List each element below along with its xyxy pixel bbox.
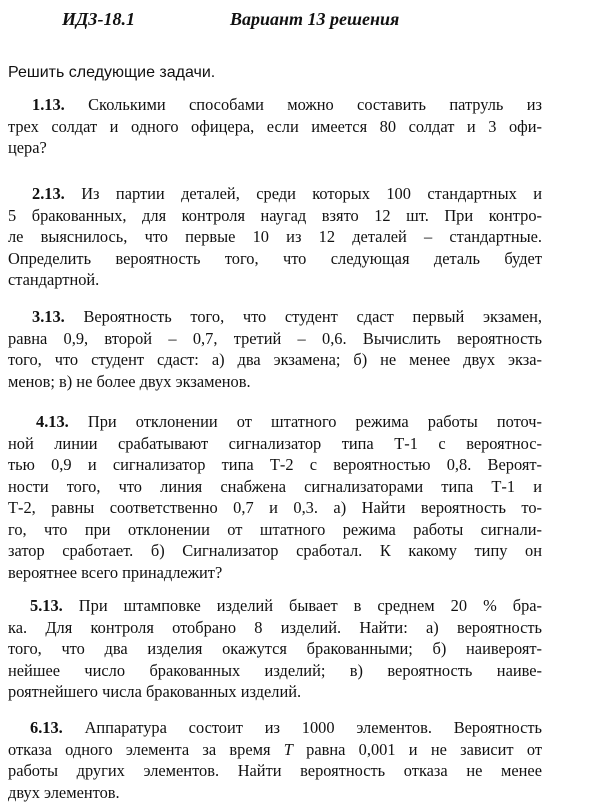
problem-6-number: 6.13. [30, 718, 63, 737]
problem-4-line-1: 4.13. При отклонении от штатного режима работы поточ- [36, 412, 542, 431]
problem-2-line-3: ле выяснилось, что первые 10 из 12 деталей – стандартные. [8, 227, 542, 246]
problem-3-line-4: менов; в) не более двух экзаменов. [8, 371, 251, 391]
problem-4-line-8: вероятнее всего принадлежит? [8, 562, 223, 582]
problem-5-line-2: ка. Для контроля отобрано 8 изделий. Найти: а) вероятность [8, 617, 542, 637]
problem-4-line-4: ности того, что линия снабжена сигнализаторами типа Т-1 и [8, 476, 542, 496]
problem-5-line-4: нейшее число бракованных изделий; в) вероятность наиве- [8, 660, 542, 680]
problem-6-line-4: двух элементов. [8, 782, 120, 802]
problem-1-number: 1.13. [32, 95, 65, 114]
problem-2-line-5: стандартной. [8, 270, 100, 289]
problem-5-line-3: того, что два изделия окажутся бракованными; б) наивероят- [8, 639, 542, 658]
problem-1-line-3: цера? [8, 138, 47, 157]
problem-3-line-2: равна 0,9, второй – 0,7, третий – 0,6. Вычислить вероятность [8, 328, 542, 348]
problem-6-line-3: работы других элементов. Найти вероятность отказа не менее [8, 761, 542, 780]
problem-2-number: 2.13. [32, 184, 65, 203]
problem-5 [8, 595, 542, 703]
assignment-code: ИДЗ-18.1 [62, 9, 135, 29]
problem-4-line-5: Т-2, равны соответственно 0,7 и 0,3. а) Найти вероятность то- [8, 498, 542, 517]
problem-1-line-1: 1.13. Сколькими способами можно составить патруль из [32, 95, 542, 114]
problem-6 [8, 717, 542, 803]
problem-2-line-4: Определить вероятность того, что следующая деталь будет [8, 248, 542, 268]
problem-1-line-2: трех солдат и одного офицера, если имеется 80 солдат и 3 офи- [8, 116, 542, 136]
problem-2-line-2: 5 бракованных, для контроля наугад взято 12 шт. При контро- [8, 205, 542, 225]
problem-2-line-1: 2.13. Из партии деталей, среди которых 100 стандартных и [32, 184, 542, 203]
problem-5-line-5: роятнейшего числа бракованных изделий. [8, 682, 302, 701]
problem-1 [8, 94, 542, 159]
problem-5-line-1: 5.13. При штамповке изделий бывает в среднем 20 % бра- [30, 596, 542, 615]
variant-title: Вариант 13 решения [230, 9, 400, 29]
problem-2 [8, 183, 542, 291]
problem-3-line-1: 3.13. Вероятность того, что студент сдаст первый экзамен, [32, 307, 542, 326]
problem-6-line-1: 6.13. Аппаратура состоит из 1000 элементов. Вероятность [30, 718, 542, 737]
time-variable: T [283, 739, 293, 759]
problem-4 [8, 411, 542, 583]
problem-6-line-2: отказа одного элемента за время T равна 0,001 и не зависит от [8, 739, 542, 759]
problem-3-line-3: того, что студент сдаст: а) два экзамена; б) не менее двух экза- [8, 350, 542, 369]
problem-3 [8, 306, 542, 392]
problem-5-number: 5.13. [30, 596, 63, 615]
instructions-text: Решить следующие задачи. [8, 64, 216, 81]
problem-4-line-7: затор сработает. б) Сигнализатор сработал. К какому типу он [8, 541, 542, 560]
problem-4-number: 4.13. [36, 412, 69, 431]
problem-3-number: 3.13. [32, 307, 65, 326]
problem-4-line-3: тью 0,9 и сигнализатор типа Т-2 с вероятностью 0,8. Вероят- [8, 455, 542, 474]
problem-4-line-2: ной линии срабатывают сигнализатор типа Т-1 с вероятнос- [8, 433, 542, 453]
problem-4-line-6: го, что при отклонении от штатного режима работы сигнали- [8, 519, 542, 539]
